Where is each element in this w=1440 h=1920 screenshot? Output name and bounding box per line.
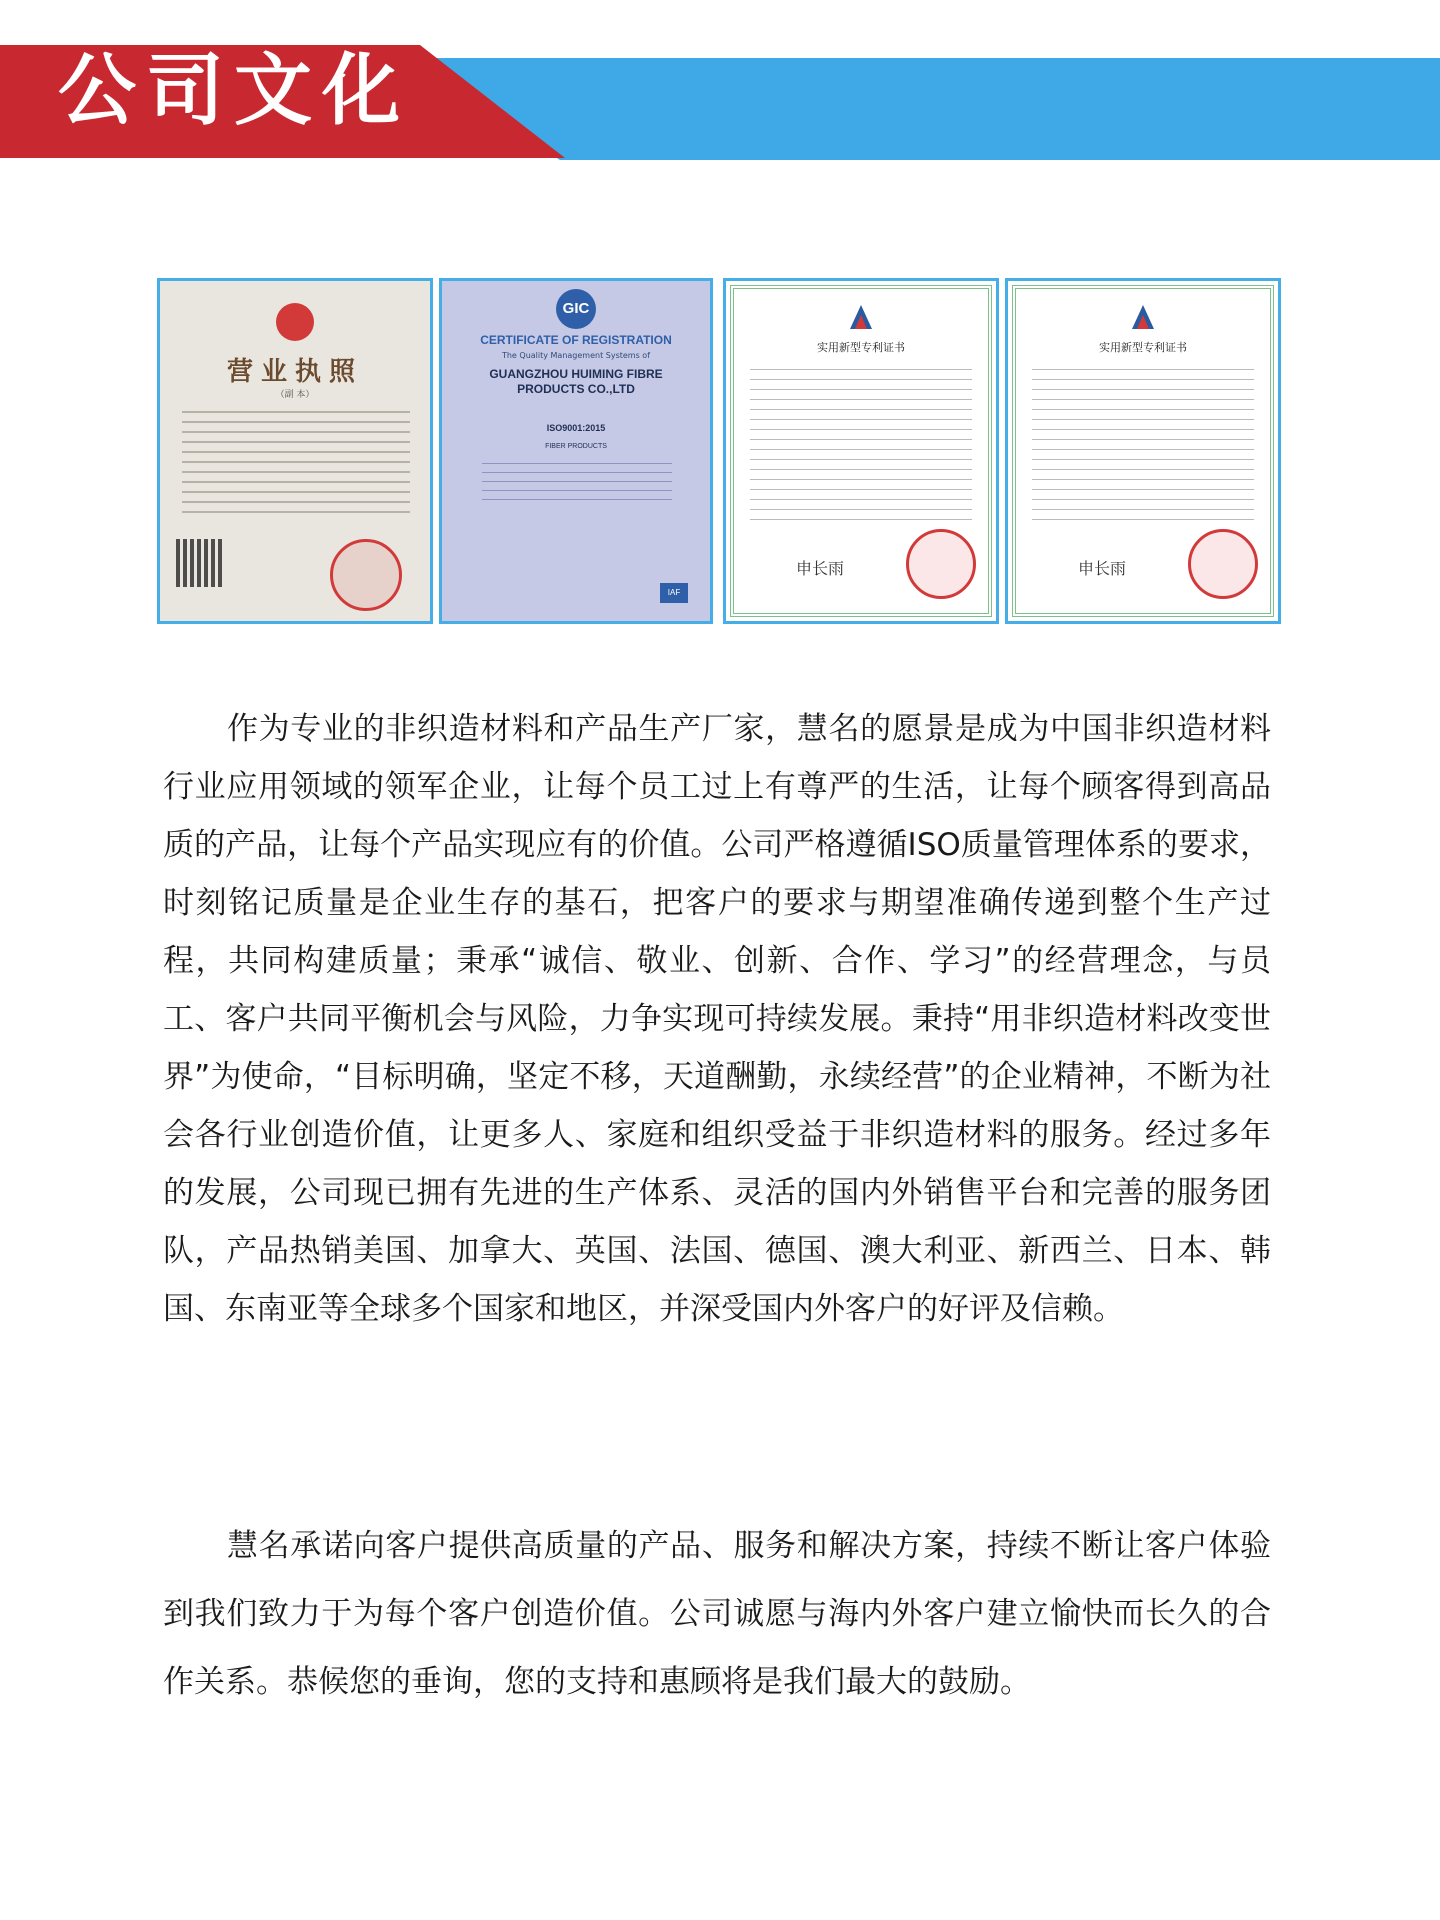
certificate-gallery xyxy=(157,278,1281,624)
red-seal-stamp xyxy=(906,529,976,599)
patent-signature: 申长雨 xyxy=(796,559,845,578)
culture-paragraph-1: 作为专业的非织造材料和产品生产厂家，慧名的愿景是成为中国非织造材料行业应用领域的领军企业，让每个员工过上有尊严的生活，让每个顾客得到高品质的产品，让每个产品实现应有的价值。公司严格遵循ISO质量管理体系的要求，时刻铭记质量是企业生存的基石，把客户的要求与期望准确传递到整个生产过程，共同构建质量；秉承“诚信、敬业、创新、合作、学习”的经营理念，与员工、客户共同平衡机会与风险，力争实现可持续发展。秉持“用非织造材料改变世界”为使命，“目标明确，坚定不移，天道酬勤，永续经营”的企业精神，不断为社会各行业创造价值，让更多人、家庭和组织受益于非织造材料的服务。经过多年的发展，公司现已拥有先进的生产体系、灵活的国内外销售平台和完善的服务团队，产品热销美国、加拿大、英国、法国、德国、澳大利亚、新西兰、日本、韩国、东南亚等全球多个国家和地区，并深受国内外客户的好评及信赖。 xyxy=(163,711,1271,1327)
patent-title: 实用新型专利证书 xyxy=(1099,341,1187,354)
red-seal-stamp xyxy=(330,539,402,611)
banner-blue-band xyxy=(400,58,1440,160)
iso-text-lines xyxy=(482,463,672,508)
patent-text-lines xyxy=(1032,369,1254,529)
patent-text-lines xyxy=(750,369,972,529)
patent-certificate-image-2 xyxy=(1005,278,1281,624)
business-license-subtitle: （副 本） xyxy=(275,390,315,400)
patent-title: 实用新型专利证书 xyxy=(817,341,905,354)
license-text-lines xyxy=(182,411,410,521)
business-license-title: 营业执照 xyxy=(226,357,363,387)
red-seal-stamp xyxy=(1188,529,1258,599)
page-title: 公司文化 xyxy=(58,45,411,136)
iso-certificate-image xyxy=(439,278,713,624)
business-license-image xyxy=(157,278,433,624)
gic-logo: GIC xyxy=(556,289,596,329)
national-emblem-icon xyxy=(276,303,314,341)
patent-office-logo-icon xyxy=(1128,303,1158,333)
certificate-heading: CERTIFICATE OF REGISTRATION xyxy=(480,333,672,347)
patent-signature: 申长雨 xyxy=(1078,559,1127,578)
qr-code-icon xyxy=(176,539,224,587)
certificate-scope: FIBER PRODUCTS xyxy=(545,443,607,450)
patent-certificate-image-1 xyxy=(723,278,999,624)
certificate-subheading: The Quality Management Systems of xyxy=(501,351,651,360)
iaf-badge: IAF xyxy=(660,583,688,603)
certificate-standard: ISO9001:2015 xyxy=(546,423,606,433)
patent-office-logo-icon xyxy=(846,303,876,333)
culture-paragraph-2: 慧名承诺向客户提供高质量的产品、服务和解决方案，持续不断让客户体验到我们致力于为每个客户创造价值。公司诚愿与海内外客户建立愉快而长久的合作关系。恭候您的垂询，您的支持和惠顾将是我们最大的鼓励。 xyxy=(163,1528,1271,1700)
certificate-company: GUANGZHOU HUIMING FIBRE PRODUCTS CO.,LTD xyxy=(489,367,663,396)
